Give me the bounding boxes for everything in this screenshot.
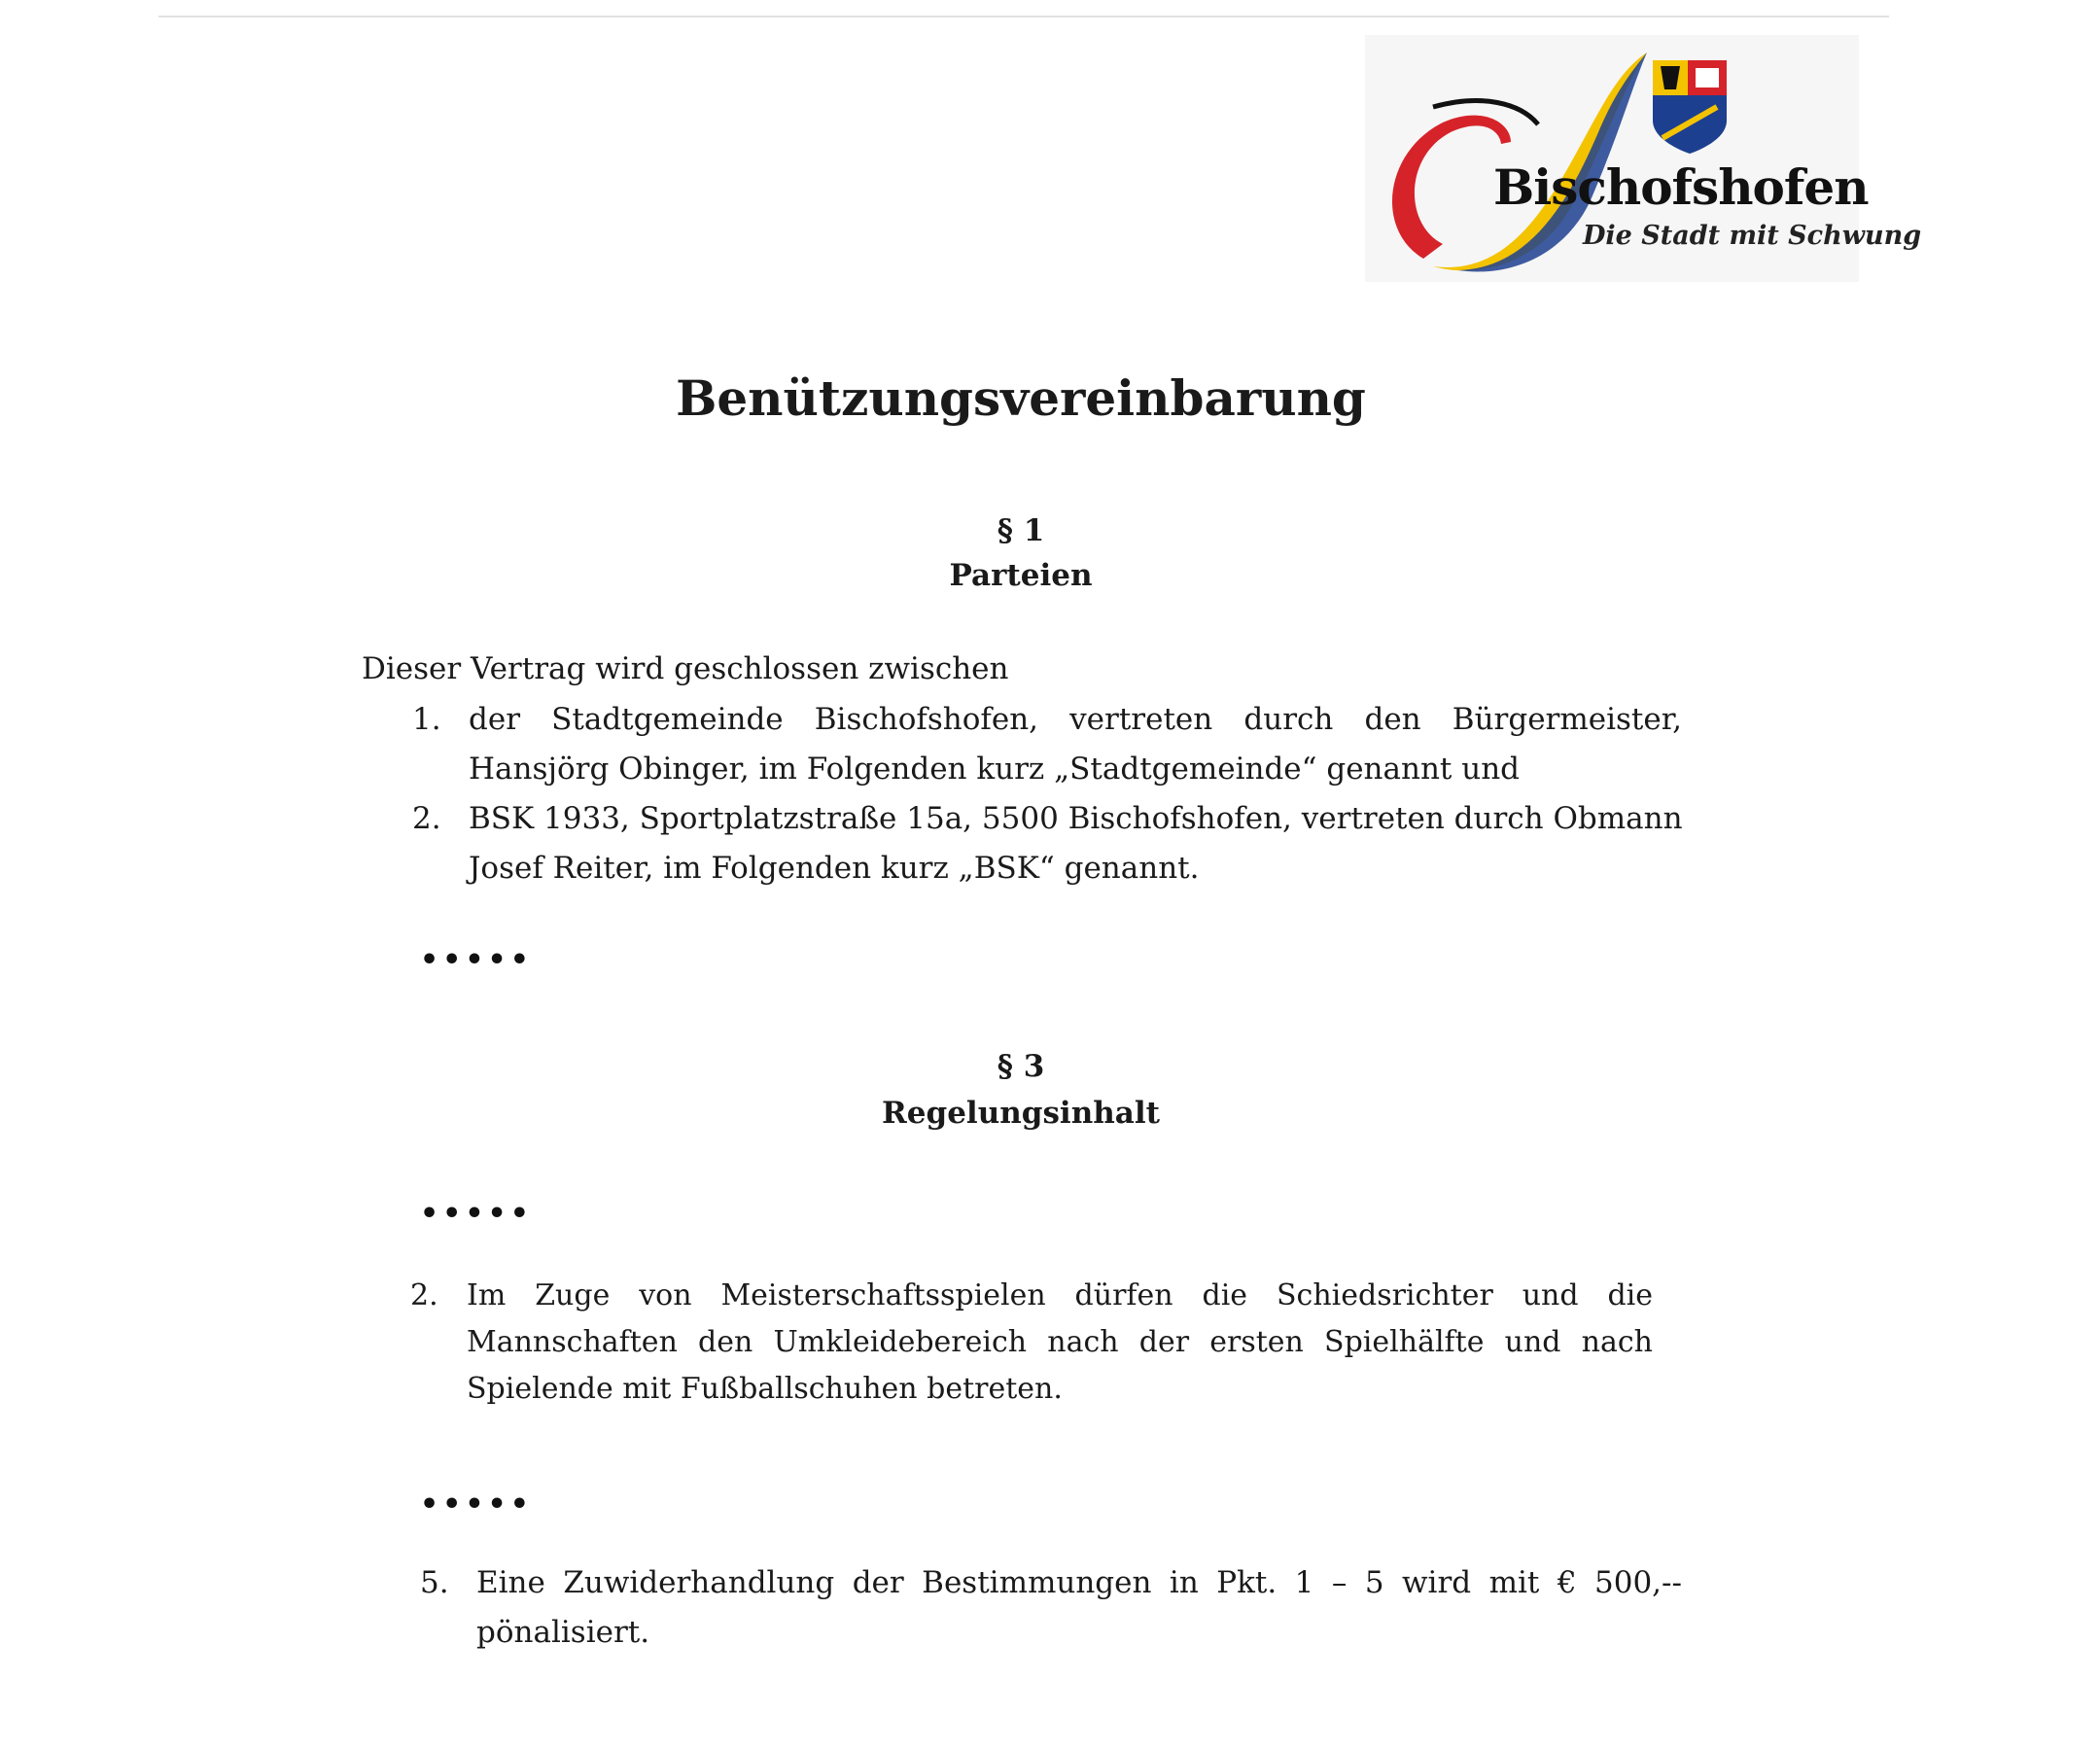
list-number: 2.: [412, 801, 441, 836]
rule-item-5: [420, 1558, 1682, 1658]
section-1-number: § 1: [997, 513, 1045, 548]
list-item-line: Im Zuge von Meisterschaftsspielen dürfen die Schiedsrichter und die: [467, 1278, 1653, 1312]
omission-marker: •••••: [420, 1487, 533, 1522]
section-3-heading: Regelungsinhalt: [882, 1096, 1160, 1131]
section-1-heading: Parteien: [949, 558, 1093, 593]
omission-marker: •••••: [420, 1197, 533, 1231]
document-title: Benützungsvereinbarung: [676, 369, 1366, 427]
coat-of-arms-icon: [1653, 60, 1727, 154]
list-number: 2.: [410, 1278, 438, 1312]
party-item-1: [412, 695, 1682, 794]
list-number: 1.: [412, 702, 441, 737]
list-item-line: Spielende mit Fußballschuhen betreten.: [467, 1372, 1063, 1406]
list-number: 5.: [420, 1565, 449, 1600]
top-divider: [158, 16, 1889, 17]
list-item-line: Mannschaften den Umkleidebereich nach der ersten Spielhälfte und nach: [467, 1325, 1653, 1359]
list-item-line: Hansjörg Obinger, im Folgenden kurz „Stadtgemeinde“ genannt und: [469, 752, 1521, 787]
list-item-line: Eine Zuwiderhandlung der Bestimmungen in Pkt. 1 – 5 wird mit € 500,--: [476, 1565, 1682, 1600]
logo-tagline: Die Stadt mit Schwung: [1583, 221, 1922, 251]
logo-wordmark: Bischofshofen: [1493, 158, 1869, 216]
list-item-line: Josef Reiter, im Folgenden kurz „BSK“ genannt.: [469, 851, 1200, 886]
section-3-number: § 3: [997, 1049, 1045, 1084]
list-item-line: BSK 1933, Sportplatzstraße 15a, 5500 Bischofshofen, vertreten durch Obmann: [469, 801, 1683, 836]
omission-marker: •••••: [420, 943, 533, 977]
list-item-line: der Stadtgemeinde Bischofshofen, vertreten durch den Bürgermeister,: [469, 702, 1682, 737]
rule-item-2: [410, 1273, 1653, 1413]
section-1-intro: Dieser Vertrag wird geschlossen zwischen: [362, 651, 1009, 686]
party-item-2: [412, 794, 1683, 893]
list-item-line: pönalisiert.: [476, 1615, 650, 1650]
